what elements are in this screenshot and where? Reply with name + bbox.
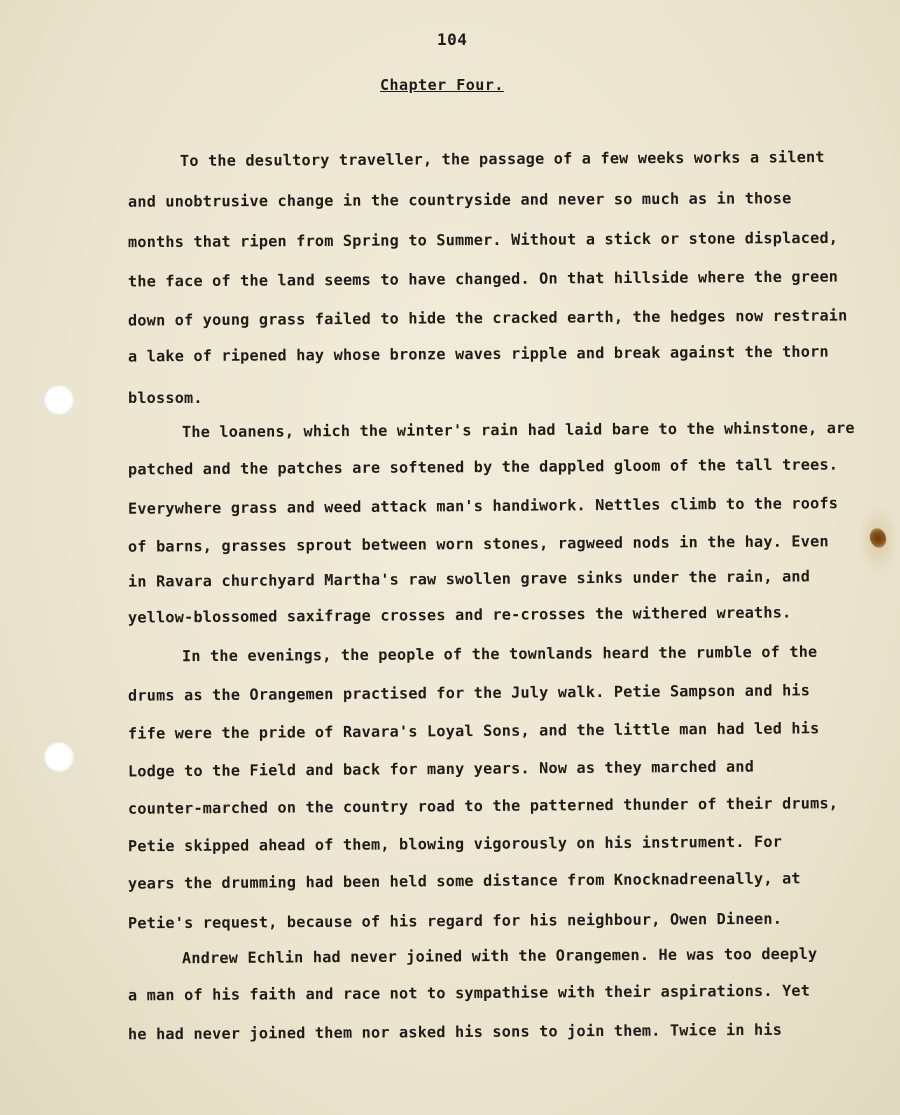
text-line: Petie skipped ahead of them, blowing vigorously on his instrument. For bbox=[127, 832, 783, 856]
text-line: To the desultory traveller, the passage of a few weeks works a silent bbox=[179, 148, 825, 170]
text-line: down of young grass failed to hide the cracked earth, the hedges now restrain bbox=[127, 306, 848, 330]
text-line: of barns, grasses sprout between worn stones, ragweed nods in the hay. Even bbox=[127, 532, 829, 556]
text-line: Everywhere grass and weed attack man's handiwork. Nettles climb to the roofs bbox=[127, 494, 839, 518]
punch-hole bbox=[44, 385, 74, 415]
text-line: months that ripen from Spring to Summer. Without a stick or stone displaced, bbox=[127, 228, 839, 252]
text-line: fife were the pride of Ravara's Loyal Sons, and the little man had led his bbox=[127, 719, 820, 743]
text-line: In the evenings, the people of the townlands heard the rumble of the bbox=[181, 642, 818, 666]
text-line: Petie's request, because of his regard for his neighbour, Owen Dineen. bbox=[127, 909, 783, 933]
text-line: Lodge to the Field and back for many years. Now as they marched and bbox=[127, 757, 755, 781]
text-line: blossom. bbox=[128, 389, 203, 407]
text-line: a lake of ripened hay whose bronze waves ripple and break against the thorn bbox=[127, 342, 829, 366]
page-number: 104 bbox=[437, 30, 468, 49]
text-line: patched and the patches are softened by the dappled gloom of the tall trees. bbox=[127, 455, 839, 479]
chapter-title: Chapter Four. bbox=[380, 76, 504, 94]
text-line: yellow-blossomed saxifrage crosses and re-crosses the withered wreaths. bbox=[127, 603, 792, 627]
text-line: years the drumming had been held some distance from Knocknadreenally, at bbox=[127, 869, 801, 893]
text-line: and unobtrusive change in the countryside and never so much as in those bbox=[127, 189, 792, 211]
text-line: The loanens, which the winter's rain had laid bare to the whinstone, are bbox=[181, 418, 855, 442]
text-line: Andrew Echlin had never joined with the Orangemen. He was too deeply bbox=[181, 944, 818, 968]
text-line: in Ravara churchyard Martha's raw swollen grave sinks under the rain, and bbox=[127, 567, 811, 591]
text-line: counter-marched on the country road to the patterned thunder of their drums, bbox=[127, 794, 839, 818]
text-line: drums as the Orangemen practised for the July walk. Petie Sampson and his bbox=[127, 681, 811, 705]
text-line: the face of the land seems to have changed. On that hillside where the green bbox=[127, 267, 839, 291]
punch-hole bbox=[44, 742, 74, 772]
text-line: a man of his faith and race not to sympathise with their aspirations. Yet bbox=[127, 981, 811, 1005]
text-line: he had never joined them nor asked his sons to join them. Twice in his bbox=[127, 1020, 783, 1044]
